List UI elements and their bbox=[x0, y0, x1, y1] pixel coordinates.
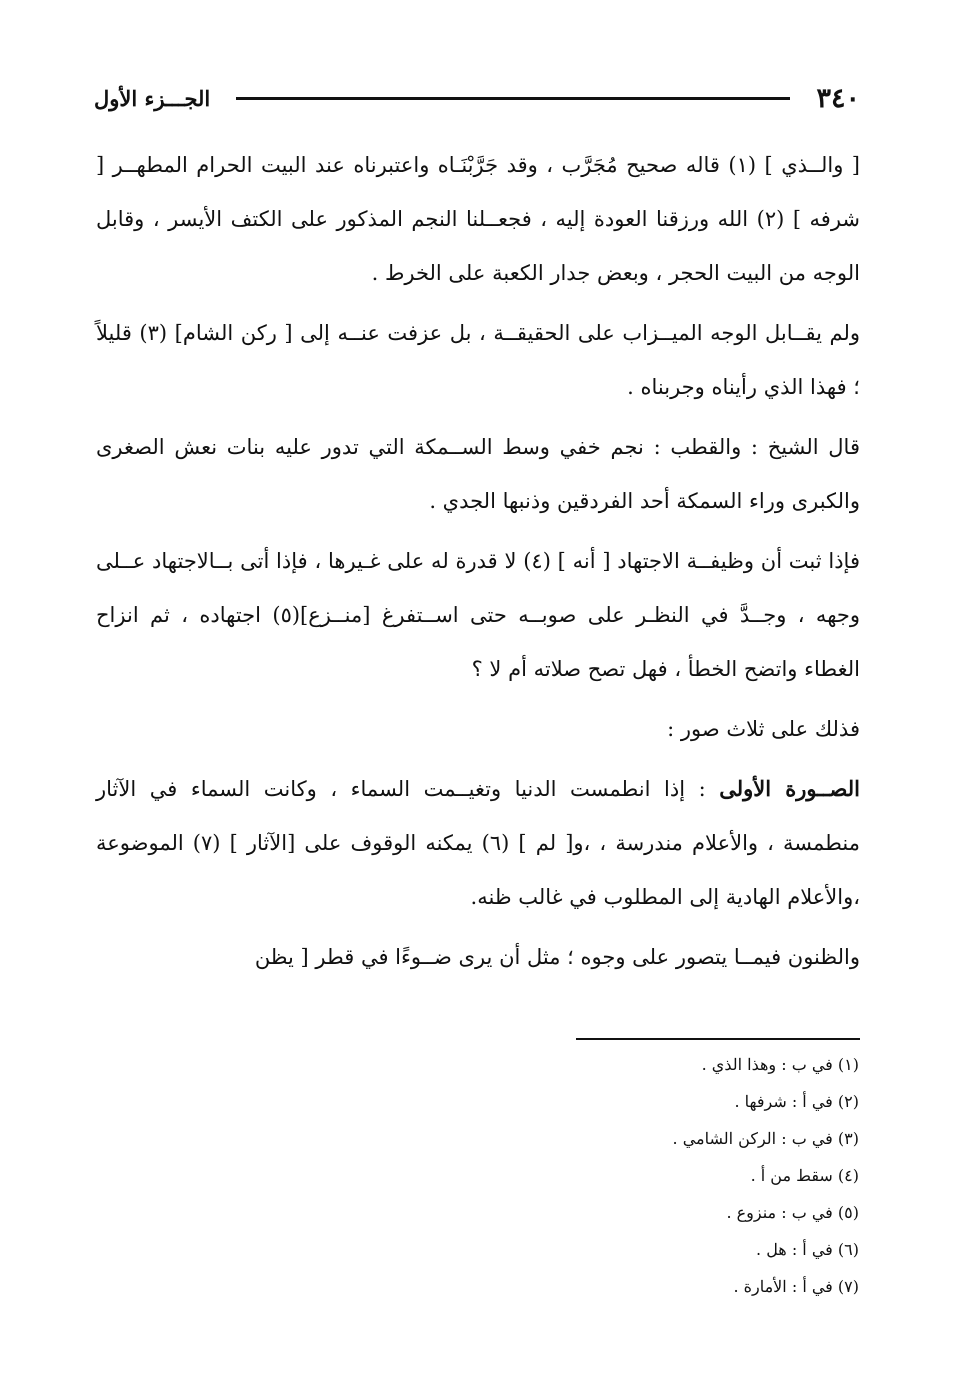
paragraph-text: [ والــذي ] (١) قاله صحيح مُجَرَّب ، وقد جَرَّبْنَـاه واعتبرناه عند البيت الحرام المطهــر [ شرفه ] (٢) الله ورزقنا العودة إليه ، فجعــلنا النجم المذكور على الكتف الأيسر ، وقابل الوجه من البيت الحجر ، وبعض جدار الكعبة على الخرط . bbox=[96, 153, 861, 285]
page-header bbox=[94, 74, 860, 122]
page-number: ٣٤٠ bbox=[816, 82, 860, 114]
paragraph bbox=[96, 930, 860, 984]
section-heading: الصــورة الأولى bbox=[719, 776, 861, 801]
footnote: (٣) في ب : الركن الشامي . bbox=[672, 1129, 859, 1148]
footnotes bbox=[439, 1046, 859, 1305]
paragraph bbox=[96, 306, 860, 414]
paragraph bbox=[96, 138, 860, 300]
paragraph-text: : إذا انطمست الدنيا وتغيــمت السماء ، وكانت السماء في الآثار منطمسة ، والأعلام مندرسة ، ،و[ لم ] (٦) يمكنه الوقوف على [الآثار ] (٧) الموضوعة ،والأعلام الهادية إلى المطلوب في غالب ظنه. bbox=[96, 777, 860, 909]
paragraph-text: فذلك على ثلاث صور : bbox=[667, 717, 860, 741]
footnote: (١) في ب : وهذا الذي . bbox=[701, 1055, 859, 1074]
header-rule bbox=[236, 97, 790, 100]
paragraph bbox=[96, 534, 860, 696]
main-text bbox=[96, 138, 860, 990]
paragraph bbox=[96, 762, 860, 924]
running-title: الجـــزء الأول bbox=[94, 85, 211, 111]
paragraph bbox=[96, 702, 860, 756]
paragraph-text: قال الشيخ : والقطب : نجم خفي وسط الســمكة التي تدور عليه بنات نعش الصغرى والكبرى وراء السمكة أحد الفردقين وذنبها الجدي . bbox=[96, 435, 860, 513]
footnote: (٢) في أ : شرفها . bbox=[734, 1092, 859, 1111]
footnote: (٦) في أ : هل . bbox=[756, 1240, 859, 1259]
paragraph-text: والظنون فيمــا يتصور على وجوه ؛ مثل أن يرى ضــوءًا في قطر [ يظن bbox=[254, 945, 860, 969]
paragraph bbox=[96, 420, 860, 528]
paragraph-text: ولم يقــابل الوجه الميــزاب على الحقيقــة ، بل عزفت عنــه إلى [ ركن الشام] (٣) قليلاً ؛ فهذا الذي رأيناه وجربناه . bbox=[96, 321, 860, 399]
paragraph-text: فإذا ثبت أن وظيفــة الاجتهاد [ أنه ] (٤) لا قدرة له على غـيرها ، فإذا أتى بــالاجتهاد عــلى وجهه ، وجــدَّ في النظـر على صوبــه حتى اســتفرغ [منــزع](٥) اجتهاده ، ثم انزاح الغطاء واتضح الخطأ ، فهل تصح صلاته أم لا ؟ bbox=[96, 549, 860, 681]
footnote: (٧) في أ : الأمارة . bbox=[733, 1277, 859, 1296]
footnote: (٥) في ب : منزوع . bbox=[726, 1203, 859, 1222]
footnote: (٤) سقط من أ . bbox=[750, 1166, 859, 1185]
footnote-rule bbox=[576, 1038, 860, 1040]
